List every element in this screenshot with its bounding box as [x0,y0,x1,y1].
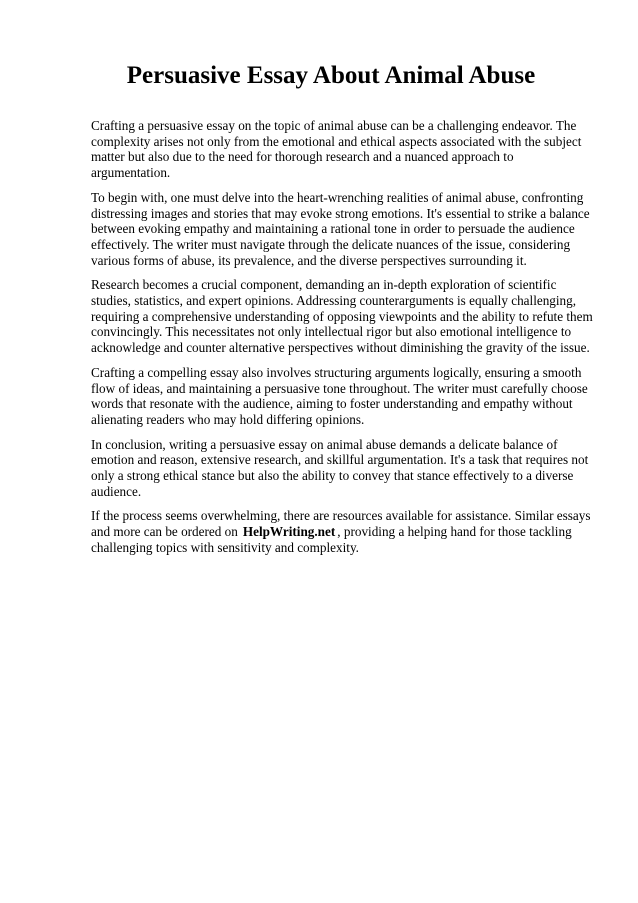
paragraph-conclusion: In conclusion, writing a persuasive essay on animal abuse demands a delicate balance of emotion and reason, extensive research, and skillful argumentation. It's a task that requires not only a strong ethical stance but also the ability to convey that stance effectively to a diverse audience. [91,436,589,499]
resources-text-after: , providing a helping hand for those tackling challenging topics with sensitivity and complexity. [91,524,572,555]
page-title: Persuasive Essay About Animal Abuse [126,62,536,89]
resources-text-before: If the process seems overwhelming, there are resources available for assistance. Similar essays and more can be ordered on [91,508,591,540]
helpwriting-link[interactable]: HelpWriting.net [242,524,336,540]
paragraph-realities: To begin with, one must delve into the heart-wrenching realities of animal abuse, confronting distressing images and stories that may evoke strong emotions. It's essential to strike a balance between evoking empathy and maintaining a rational tone in order to persuade the audience effectively. The writer must navigate through the delicate nuances of the issue, considering various forms of abuse, its prevalence, and the diverse perspectives surrounding it. [91,189,590,268]
paragraph-research: Research becomes a crucial component, demanding an in-depth exploration of scientific studies, statistics, and expert opinions. Addressing counterarguments is equally challenging, requiring a comprehensive understanding of opposing viewpoints and the ability to refute them convincingly. This necessitates not only intellectual rigor but also emotional intelligence to acknowledge and counter alternative perspectives without diminishing the gravity of the issue. [91,277,593,356]
paragraph-structure: Crafting a compelling essay also involves structuring arguments logically, ensuring a smooth flow of ideas, and maintaining a persuasive tone throughout. The writer must carefully choose words that resonate with the audience, aiming to foster understanding and empathy without alienating readers who may hold differing opinions. [91,364,588,427]
essay-body [91,118,596,565]
paragraph-intro: Crafting a persuasive essay on the topic of animal abuse can be a challenging endeavor. The complexity arises not only from the emotional and ethical aspects associated with the subject matter but also due to the need for thorough research and a nuanced approach to argumentation. [91,118,582,181]
paragraph-resources [91,508,596,555]
